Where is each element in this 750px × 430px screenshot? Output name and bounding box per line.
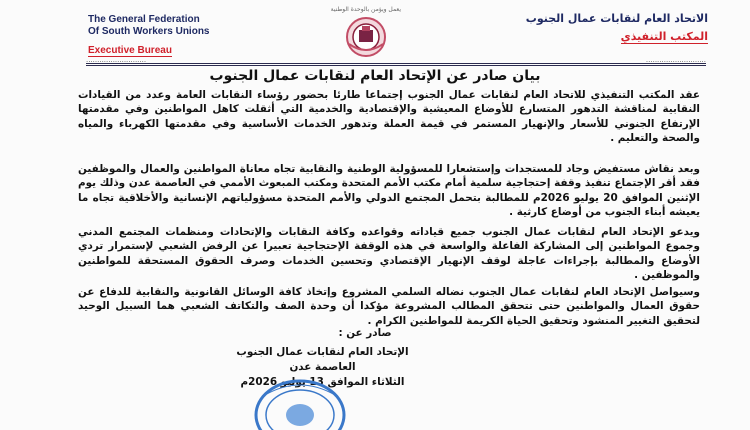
reference-dots-right: ........................... (645, 56, 706, 64)
english-org-line2: Of South Workers Unions (88, 26, 210, 37)
arabic-bureau-name: المكتب التنفيذي (620, 30, 708, 43)
english-org-line1: The General Federation (88, 14, 200, 25)
letterhead-english (88, 14, 238, 57)
signature-city: العاصمة عدن (289, 361, 356, 373)
english-bureau-name: Executive Bureau (88, 45, 172, 56)
paragraph-1: عقد المكتب التنفيذي للاتحاد العام لنقابات عمال الجنوب إجتماعا طارئا بحضور رؤساء النقابات العامة وعدد من القيادات النقابية لمناقشة التدهور المتسارع للأوضاع المعيشية والإقتصادية والخدمية التي أثقلت كاهل المواطنين وفي مقدمتها الإرتفاع الجنوني للأسعار والإنهيار المستمر في قيمة العملة وتدهور الخدمات الأساسية وفي مقدمتها الكهرباء والمياه والصحة والتعليم . (78, 89, 700, 145)
letterhead-arabic (523, 12, 708, 44)
issued-by-label: صادر عن : (338, 327, 392, 339)
arabic-org-name: الاتحاد العام لنقابات عمال الجنوب (525, 12, 708, 25)
logo-caption: يعمل ويؤمن بالوحدة الوطنية (330, 6, 401, 13)
official-stamp-icon (245, 375, 355, 430)
header-divider (86, 63, 706, 66)
paragraph-2: وبعد نقاش مستفيض وجاد للمستجدات وإستشعارا للمسؤولية الوطنية والنقابية تجاه معاناة المواطنين والعمال والموظفين فقد أقر الإجتماع تنفيذ وقفة إحتجاجية سلمية أمام مكتب الأمم المتحدة ومكتب المبعوث الأممي في العاصمة عدن وذلك يوم الإثنين الموافق 20 يوليو 2026م للمطالبة بتحمل المجتمع الدولي والأمم المتحدة مسؤولياتهم الإنسانية والأخلاقية تجاه ما يعيشه أبناء الجنوب من أوضاع كارثية . (78, 163, 700, 219)
statement-title: بيان صادر عن الإتحاد العام لنقابات عمال الجنوب (209, 68, 541, 84)
signature-date: الثلاثاء الموافق 13 يوليو 2026م (240, 376, 405, 388)
paragraph-4: وسيواصل الإتحاد العام لنقابات عمال الجنوب نضاله السلمي المشروع وإتخاذ كافة الوسائل القانونية والنقابية للدفاع عن حقوق العمال والمواطنين حتى تتحقق المطالب المشروعة مؤكدا أن وحدة الصف والتكاتف الشعبي هما السبيل الوحيد لتحقيق التغيير المنشود وتحقيق الحياة الكريمة للمواطنين الكرام . (78, 286, 700, 327)
reference-dots-left: ........................... (86, 56, 147, 64)
federation-logo (330, 6, 401, 60)
signature-org: الإتحاد العام لنقابات عمال الجنوب (236, 346, 409, 358)
logo-emblem-icon (335, 6, 397, 60)
paragraph-3: ويدعو الإتحاد العام لنقابات عمال الجنوب جميع قياداته وقواعده وكافة النقابات والإتحادات ومنظمات المجتمع المدني وجموع المواطنين إلى المشاركة الفاعلة والواسعة في هذه الوقفة الإحتجاجية تعبيرا عن الرفض الشعبي لإستمرار تردي الأوضاع والمطالبة بإجراءات عاجلة لوقف الإنهيار الإقتصادي وتحسين الخدمات وصرف الحقوق المستحقة للمواطنين والموظفين . (78, 226, 700, 282)
